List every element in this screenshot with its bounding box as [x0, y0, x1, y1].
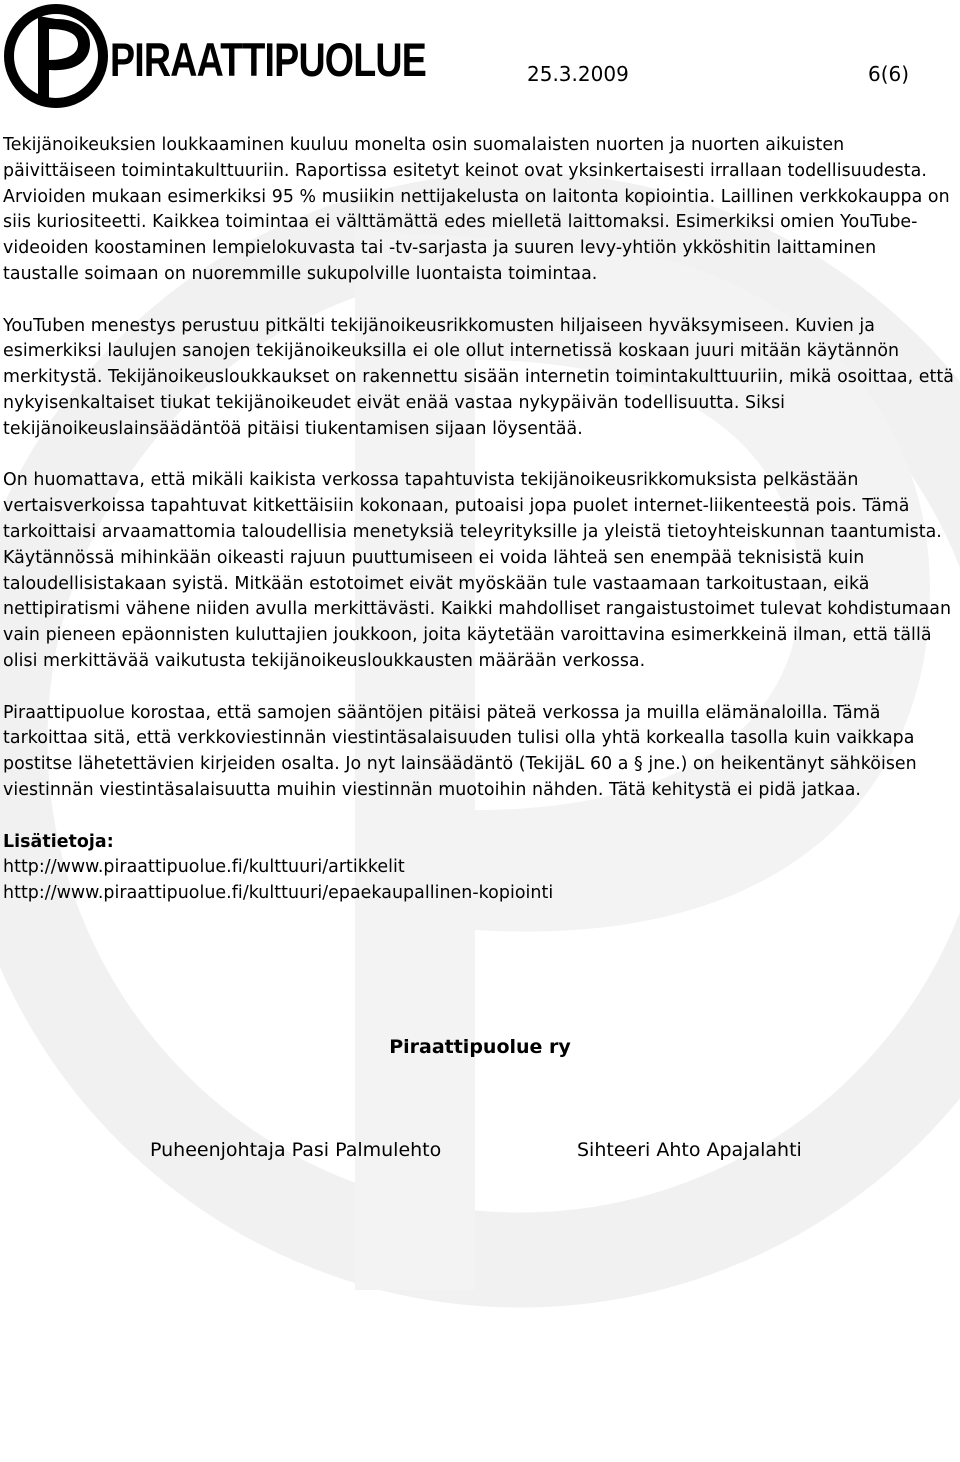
- more-info-heading: Lisätietoja:: [3, 831, 114, 852]
- more-info-link[interactable]: http://www.piraattipuolue.fi/kulttuuri/artikkelit: [3, 857, 405, 878]
- logo-wordmark: PIRAATTIPUOLUE: [110, 33, 427, 86]
- organization-name: Piraattipuolue ry: [389, 1036, 571, 1058]
- document-date: 25.3.2009: [527, 62, 629, 86]
- more-info-link[interactable]: http://www.piraattipuolue.fi/kulttuuri/epaekaupallinen-kopiointi: [3, 883, 554, 904]
- document-body: [3, 133, 955, 907]
- pirate-party-logo-icon: [2, 2, 110, 110]
- more-info-section: [3, 830, 955, 907]
- page-header: [0, 0, 960, 110]
- signature-chairman: Puheenjohtaja Pasi Palmulehto: [150, 1139, 442, 1161]
- paragraph: Tekijänoikeuksien loukkaaminen kuuluu monelta osin suomalaisten nuorten ja nuorten aikuisten päivittäiseen toimintakulttuuriin. Raportissa esitetyt keinot ovat yksinkertaisesti irrallaan todellisuudesta. Arvioiden mukaan esimerkiksi 95 % musiikin nettijakelusta on laitonta kopiointia. Laillinen verkkokauppa on siis kuriositeetti. Kaikkea toimintaa ei välttämättä edes mielletä laittomaksi. Esimerkiksi omien YouTube-videoiden koostaminen lempielokuvasta tai -tv-sarjasta ja suuren levy-yhtiön ykköshitin laittaminen taustalle soimaan on nuoremmille sukupolville luontaista toimintaa.: [3, 135, 950, 284]
- page-number: 6(6): [868, 62, 910, 86]
- paragraph: On huomattava, että mikäli kaikista verkossa tapahtuvista tekijänoikeusrikkomuksista pelkästään vertaisverkoissa tapahtuvat kitkettäisiin kokonaan, putoaisi jopa puolet internet-liikenteestä pois. Tämä tarkoittaisi arvaamattomia taloudellisia menetyksiä teleyrityksille ja yleistä tietoyhteiskunnan taantumista. Käytännössä mihinkään oikeasti rajuun puuttumiseen ei voida lähteä sen enempää teknisistä kuin taloudellisistakaan syistä. Mitkään estotoimet eivät myöskään tule vastaamaan tarkoitustaan, eikä nettipiratismi vähene niiden avulla merkittävästi. Kaikki mahdolliset rangaistustoimet tulevat kohdistumaan vain pieneen epäonnisten kuluttajien joukkoon, joita käytetään varoittavina esimerkkeinä ilman, että tällä olisi merkittävää vaikutusta tekijänoikeusloukkausten määrään verkossa.: [3, 470, 952, 671]
- signature-secretary: Sihteeri Ahto Apajalahti: [577, 1139, 802, 1161]
- paragraph: Piraattipuolue korostaa, että samojen sääntöjen pitäisi päteä verkossa ja muilla elämänaloilla. Tämä tarkoittaa sitä, että verkkoviestinnän viestintäsalaisuuden tulisi olla yhtä korkealla tasolla kuin vaikkapa postitse lähetettävien kirjeiden osalta. Jo nyt lainsäädäntö (TekijäL 60 a § jne.) on heikentänyt sähköisen viestinnän viestintäsalaisuutta muihin viestinnän muotoihin nähden. Tätä kehitystä ei pidä jatkaa.: [3, 702, 917, 800]
- paragraph: YouTuben menestys perustuu pitkälti tekijänoikeusrikkomusten hiljaiseen hyväksymiseen. Kuvien ja esimerkiksi laulujen sanojen tekijänoikeuksilla ei ole ollut internetissä koskaan juuri mitään käytännön merkitystä. Tekijänoikeusloukkaukset on rakennettu sisään internetin toimintakulttuuriin, mikä osoittaa, että nykyisenkaltaiset tiukat tekijänoikeudet eivät enää vastaa nykypäivän todellisuutta. Siksi tekijänoikeuslainsäädäntöä pitäisi tiukentamisen sijaan löysentää.: [3, 315, 954, 439]
